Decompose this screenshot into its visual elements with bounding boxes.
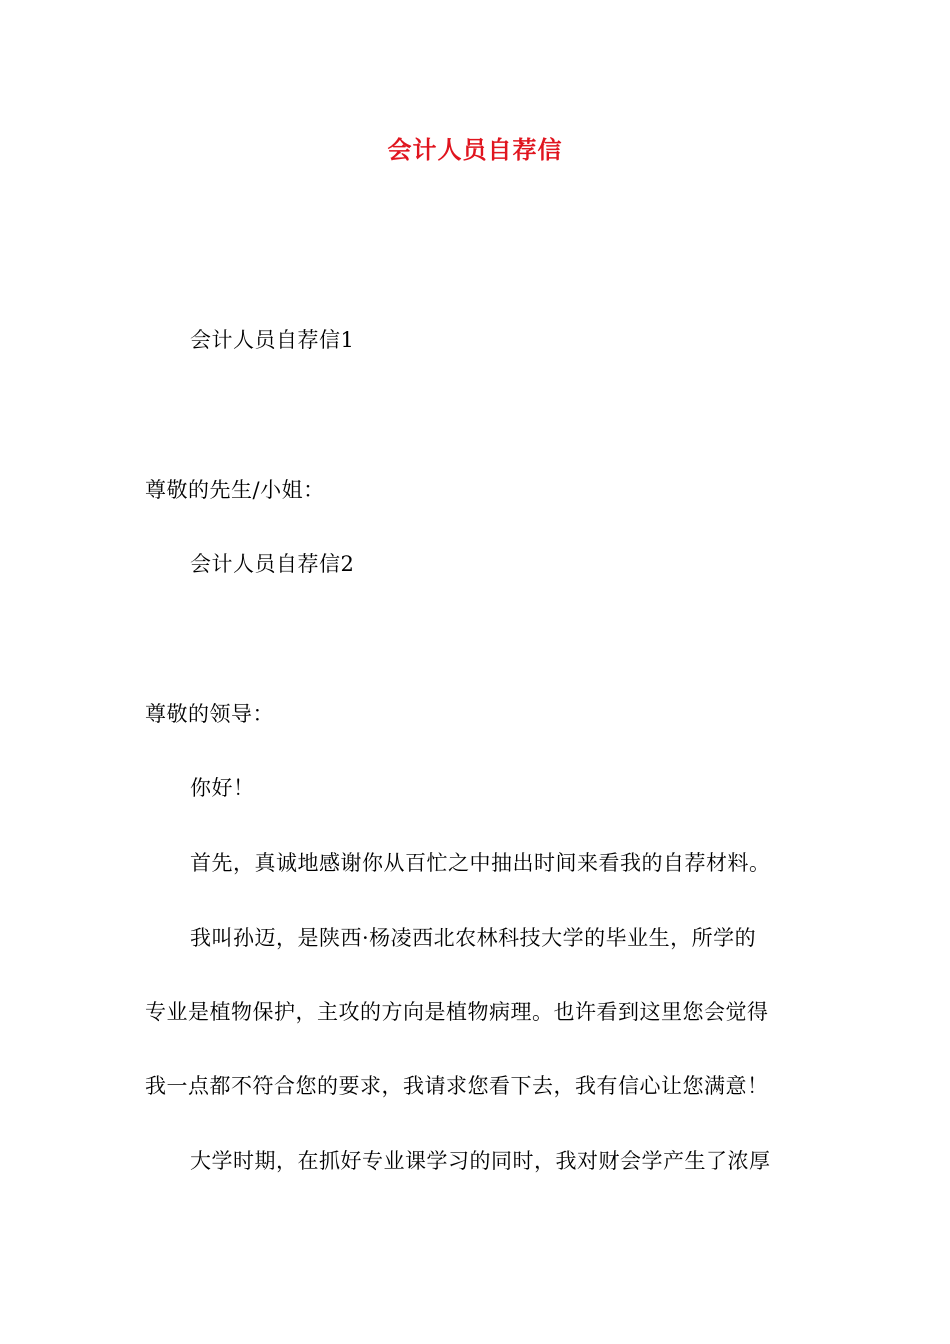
salutation-1: 尊敬的先生/小姐： xyxy=(145,478,325,502)
section-heading-2: 会计人员自荐信2 xyxy=(190,552,355,576)
paragraph-2-line-3: 我一点都不符合您的要求，我请求您看下去，我有信心让您满意！ xyxy=(145,1074,769,1098)
greeting: 你好！ xyxy=(190,776,255,800)
salutation-2: 尊敬的领导： xyxy=(145,702,274,726)
section-heading-1: 会计人员自荐信1 xyxy=(190,328,355,352)
paragraph-2-line-2: 专业是植物保护，主攻的方向是植物病理。也许看到这里您会觉得 xyxy=(145,1000,769,1024)
paragraph-3-line-1: 大学时期，在抓好专业课学习的同时，我对财会学产生了浓厚 xyxy=(190,1149,771,1173)
document-title: 会计人员自荐信 xyxy=(387,135,563,164)
paragraph-1: 首先，真诚地感谢你从百忙之中抽出时间来看我的自荐材料。 xyxy=(190,851,771,875)
paragraph-2-line-1: 我叫孙迈，是陕西·杨凌西北农林科技大学的毕业生，所学的 xyxy=(190,926,757,950)
